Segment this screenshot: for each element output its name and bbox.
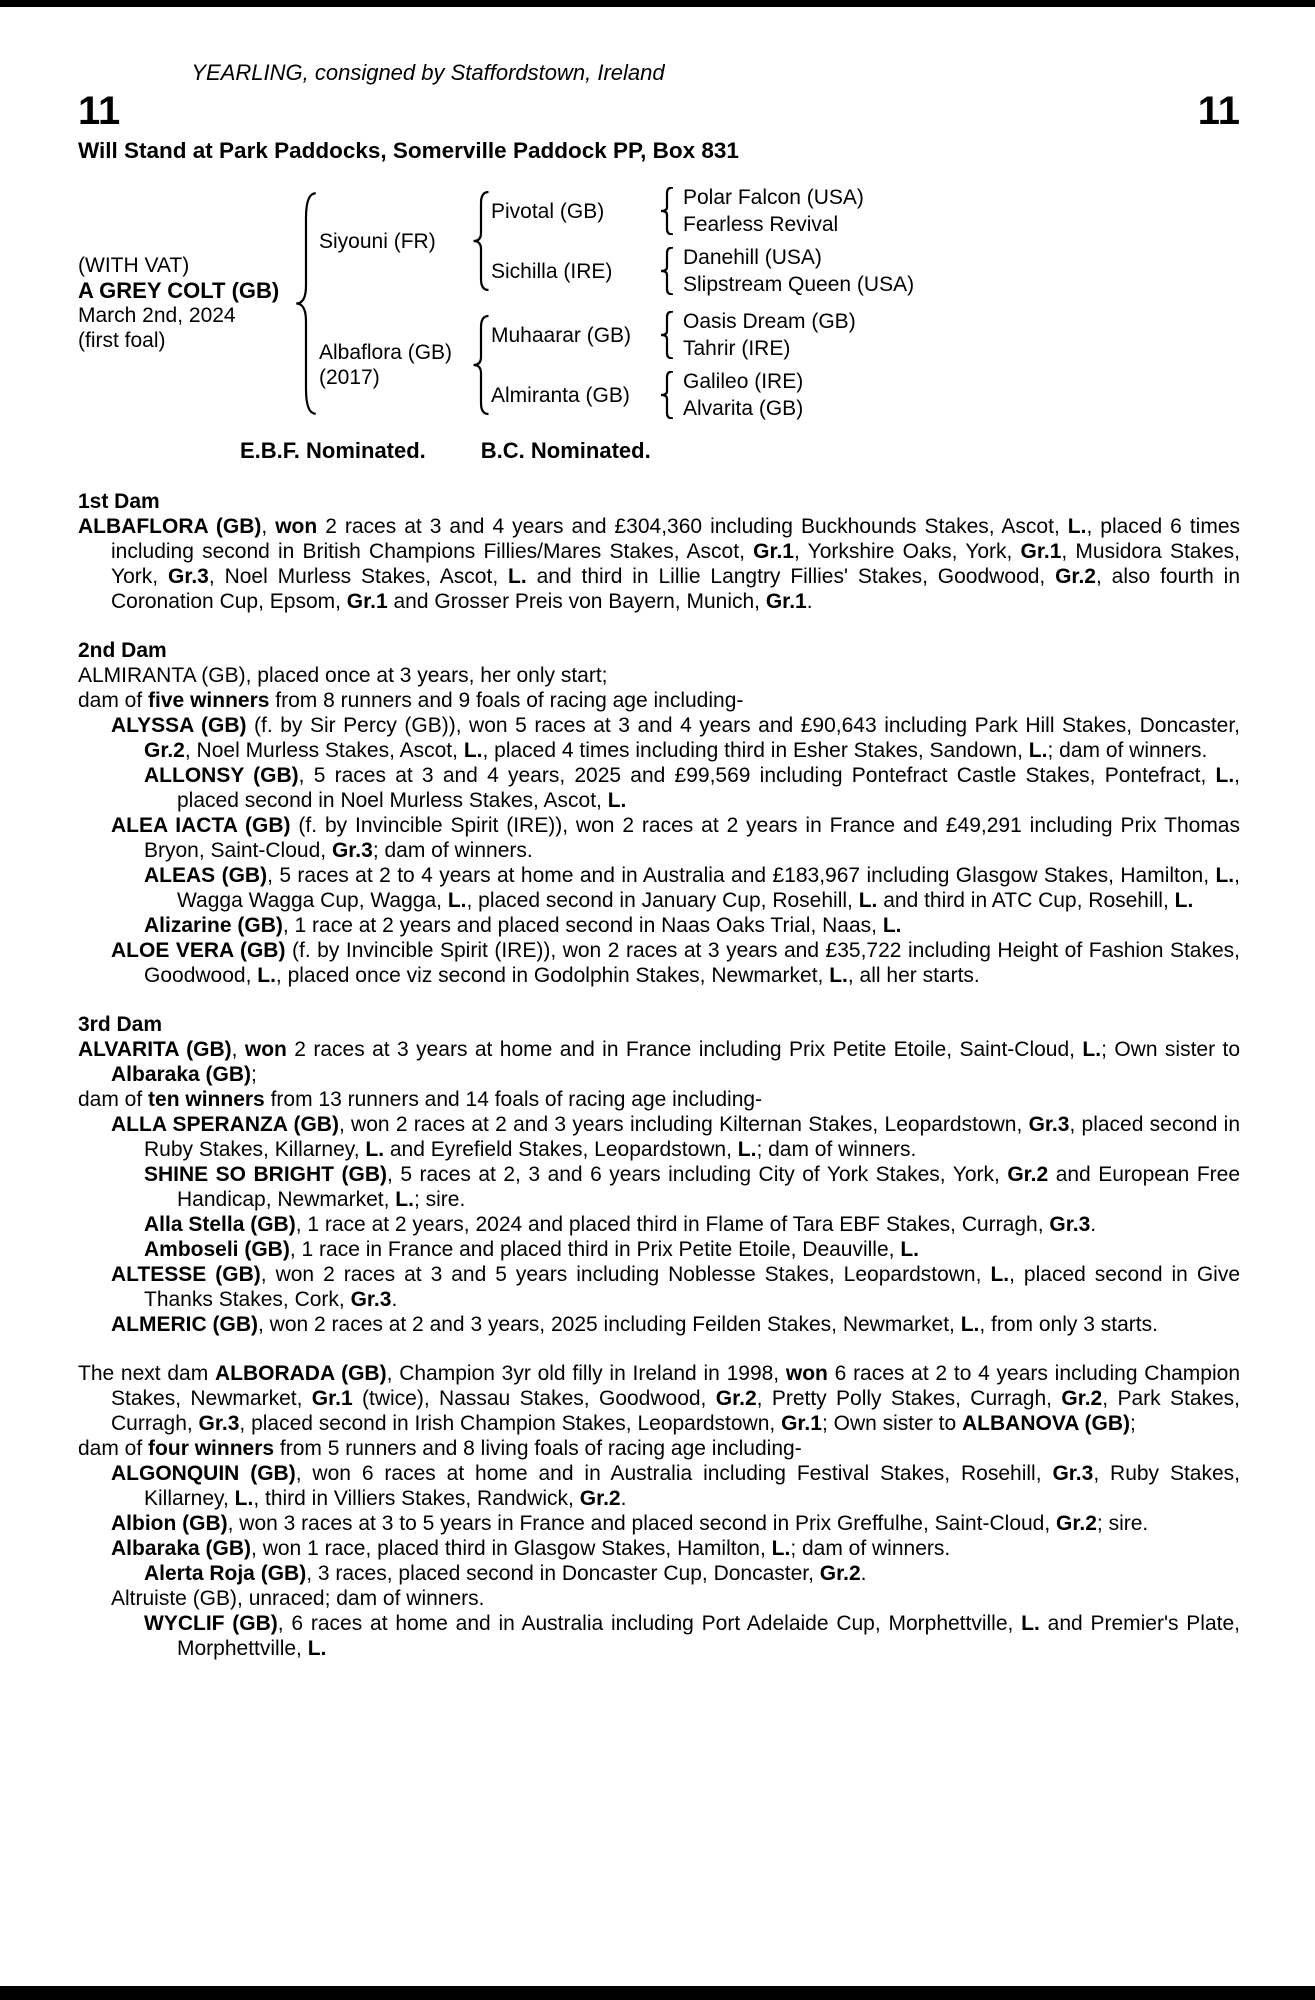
catalogue-page — [78, 0, 1240, 1661]
pedigree-text-sections — [78, 489, 1240, 1661]
ancestor-name: Galileo (IRE) — [683, 370, 804, 393]
foal-date: March 2nd, 2024 — [78, 304, 236, 327]
section-heading: 2nd Dam — [78, 639, 167, 662]
ancestor-name: Slipstream Queen (USA) — [683, 273, 915, 296]
sire-name: Siyouni (FR) — [319, 229, 436, 253]
stand-location-line: Will Stand at Park Paddocks, Somerville Paddock PP, Box 831 — [78, 138, 739, 163]
lot-row — [78, 88, 1240, 134]
consignor-line: YEARLING, consigned by Staffordstown, Ireland — [191, 60, 665, 85]
dam-sire-family — [491, 308, 856, 362]
pedigree-paragraph: ALEA IACTA (GB) (f. by Invincible Spirit (IRE)), won 2 races at 2 years in France and £49,291 including Prix Thomas Bryon, Saint-Cloud, Gr.3; dam of winners. — [111, 814, 1240, 862]
pedigree-paragraph: Alizarine (GB), 1 race at 2 years and placed second in Naas Oaks Trial, Naas, L. — [144, 914, 902, 937]
pedigree-paragraph: dam of five winners from 8 runners and 9 foals of racing age including- — [78, 689, 744, 712]
horse-name: A GREY COLT (GB) — [78, 278, 280, 303]
pedigree-paragraph: dam of ten winners from 13 runners and 14 foals of racing age including- — [78, 1088, 763, 1111]
pedigree-paragraph: The next dam ALBORADA (GB), Champion 3yr old filly in Ireland in 1998, won 6 races at 2 to 4 years including Champion Stakes, Newmarket, Gr.1 (twice), Nassau Stakes, Goodwood, Gr.2, Pretty Polly Stakes, Curragh, Gr.2, Park Stakes, Curragh, Gr.3, placed second in Irish Champion Stakes, Leopardstown, Gr.1; Own sister to ALBANOVA (GB); — [78, 1362, 1241, 1435]
brace-icon — [659, 311, 675, 359]
ancestor-name: Polar Falcon (USA) — [683, 186, 864, 209]
pedigree-paragraph: Amboseli (GB), 1 race in France and placed third in Prix Petite Etoile, Deauville, L. — [144, 1238, 919, 1261]
pedigree-paragraph: Alerta Roja (GB), 3 races, placed second in Doncaster Cup, Doncaster, Gr.2. — [144, 1562, 867, 1585]
dam-dam-family — [491, 368, 856, 422]
pedigree-paragraph: ALEAS (GB), 5 races at 2 to 4 years at home and in Australia and £183,967 including Glasgow Stakes, Hamilton, L., Wagga Wagga Cup, Wagga, L., placed second in January Cup, Rosehill, L. and third in ATC Cup, Rosehill, L. — [144, 864, 1240, 912]
pedigree-section — [78, 1361, 1240, 1661]
dam-name-text: Albaflora (GB) — [319, 341, 453, 364]
brace-icon — [659, 247, 675, 295]
pedigree-paragraph: ALLONSY (GB), 5 races at 3 and 4 years, 2025 and £99,569 including Pontefract Castle Stakes, Pontefract, L., placed second in Noel Murless Stakes, Ascot, L. — [144, 764, 1241, 812]
pedigree-paragraph: ALYSSA (GB) (f. by Sir Percy (GB)), won 5 races at 3 and 4 years and £90,643 including Park Hill Stakes, Doncaster, Gr.2, Noel Murless Stakes, Ascot, L., placed 4 times including third in Esher Stakes, Sandown, L.; dam of winners. — [111, 714, 1240, 762]
pedigree-paragraph: Albaraka (GB), won 1 race, placed third in Glasgow Stakes, Hamilton, L.; dam of winners. — [111, 1537, 951, 1560]
page-edge-bottom — [0, 1986, 1315, 2000]
pedigree-paragraph: ALLA SPERANZA (GB), won 2 races at 2 and 3 years including Kilternan Stakes, Leopardstown, Gr.3, placed second in Ruby Stakes, Killarney, L. and Eyrefield Stakes, Leopardstown, L.; dam of winners. — [111, 1113, 1240, 1161]
sire-sire-family — [491, 184, 914, 238]
vat-note: (WITH VAT) — [78, 254, 190, 277]
ancestor-name: Danehill (USA) — [683, 246, 822, 269]
pedigree-paragraph: ALBAFLORA (GB), won 2 races at 3 and 4 years and £304,360 including Buckhounds Stakes, Ascot, L., placed 6 times including second in British Champions Fillies/Mares Stakes, Ascot, Gr.1, Yorkshire Oaks, York, Gr.1, Musidora Stakes, York, Gr.3, Noel Murless Stakes, Ascot, L. and third in Lillie Langtry Fillies' Stakes, Goodwood, Gr.2, also fourth in Coronation Cup, Epsom, Gr.1 and Grosser Preis von Bayern, Munich, Gr.1. — [78, 515, 1241, 613]
foal-note: (first foal) — [78, 329, 166, 352]
dam-branch — [319, 308, 914, 422]
section-heading: 1st Dam — [78, 490, 160, 513]
sire-dam-family — [491, 244, 914, 298]
dam-dam-name: Almiranta (GB) — [491, 383, 630, 407]
pedigree-paragraph: ALOE VERA (GB) (f. by Invincible Spirit (IRE)), won 2 races at 3 years and £35,722 including Height of Fashion Stakes, Goodwood, L., placed once viz second in Godolphin Stakes, Newmarket, L., all her starts. — [111, 939, 1240, 987]
ancestor-name: Alvarita (GB) — [683, 397, 804, 420]
sire-branch — [319, 184, 914, 298]
pedigree-paragraph: WYCLIF (GB), 6 races at home and in Australia including Port Adelaide Cup, Morphettville, L. and Premier's Plate, Morphettville, L. — [144, 1612, 1240, 1660]
ancestor-name: Tahrir (IRE) — [683, 337, 791, 360]
ancestor-name: Fearless Revival — [683, 213, 839, 236]
dam-name — [319, 340, 471, 390]
ebf-nominated: E.B.F. Nominated. — [240, 438, 426, 463]
pedigree-paragraph: Altruiste (GB), unraced; dam of winners. — [111, 1587, 485, 1610]
pedigree-paragraph: ALGONQUIN (GB), won 6 races at home and in Australia including Festival Stakes, Rosehill, Gr.3, Ruby Stakes, Killarney, L., third in Villiers Stakes, Randwick, Gr.2. — [111, 1462, 1240, 1510]
pedigree-paragraph: SHINE SO BRIGHT (GB), 5 races at 2, 3 and 6 years including City of York Stakes, York, Gr.2 and European Free Handicap, Newmarket, L.; sire. — [144, 1163, 1240, 1211]
dam-year: (2017) — [319, 366, 380, 389]
pedigree-section — [78, 638, 1240, 988]
section-heading: 3rd Dam — [78, 1013, 163, 1036]
pedigree-paragraph: dam of four winners from 5 runners and 8 living foals of racing age including- — [78, 1437, 802, 1460]
pedigree-paragraph: Albion (GB), won 3 races at 3 to 5 years in France and placed second in Prix Greffulhe, Saint-Cloud, Gr.2; sire. — [111, 1512, 1149, 1535]
pedigree-section — [78, 1012, 1240, 1337]
sire-dam-name: Sichilla (IRE) — [491, 259, 613, 283]
bc-nominated: B.C. Nominated. — [480, 438, 651, 463]
ancestor-name: Oasis Dream (GB) — [683, 310, 856, 333]
pedigree-paragraph: ALTESSE (GB), won 2 races at 3 and 5 years including Noblesse Stakes, Leopardstown, L., placed second in Give Thanks Stakes, Cork, Gr.3. — [111, 1263, 1240, 1311]
pedigree-tree — [78, 184, 1240, 422]
pedigree-paragraph: ALMERIC (GB), won 2 races at 2 and 3 years, 2025 including Feilden Stakes, Newmarket, L., from only 3 starts. — [111, 1313, 1158, 1336]
brace-icon — [471, 191, 491, 291]
pedigree-paragraph: ALVARITA (GB), won 2 races at 3 years at home and in France including Prix Petite Etoile, Saint-Cloud, L.; Own sister to Albaraka (GB); — [78, 1038, 1241, 1086]
brace-icon — [659, 187, 675, 235]
lot-number-right: 11 — [1197, 89, 1240, 133]
lot-number-left: 11 — [78, 89, 121, 133]
brace-icon — [293, 191, 319, 416]
brace-icon — [471, 315, 491, 415]
brace-icon — [659, 371, 675, 419]
pedigree-subject-block — [78, 253, 293, 353]
pedigree-paragraph: ALMIRANTA (GB), placed once at 3 years, her only start; — [78, 664, 608, 687]
sire-sire-name: Pivotal (GB) — [491, 199, 605, 223]
pedigree-paragraph: Alla Stella (GB), 1 race at 2 years, 2024 and placed third in Flame of Tara EBF Stakes, Curragh, Gr.3. — [144, 1213, 1097, 1236]
nominations-line — [240, 438, 1240, 463]
dam-sire-name: Muhaarar (GB) — [491, 323, 632, 347]
pedigree-section — [78, 489, 1240, 614]
